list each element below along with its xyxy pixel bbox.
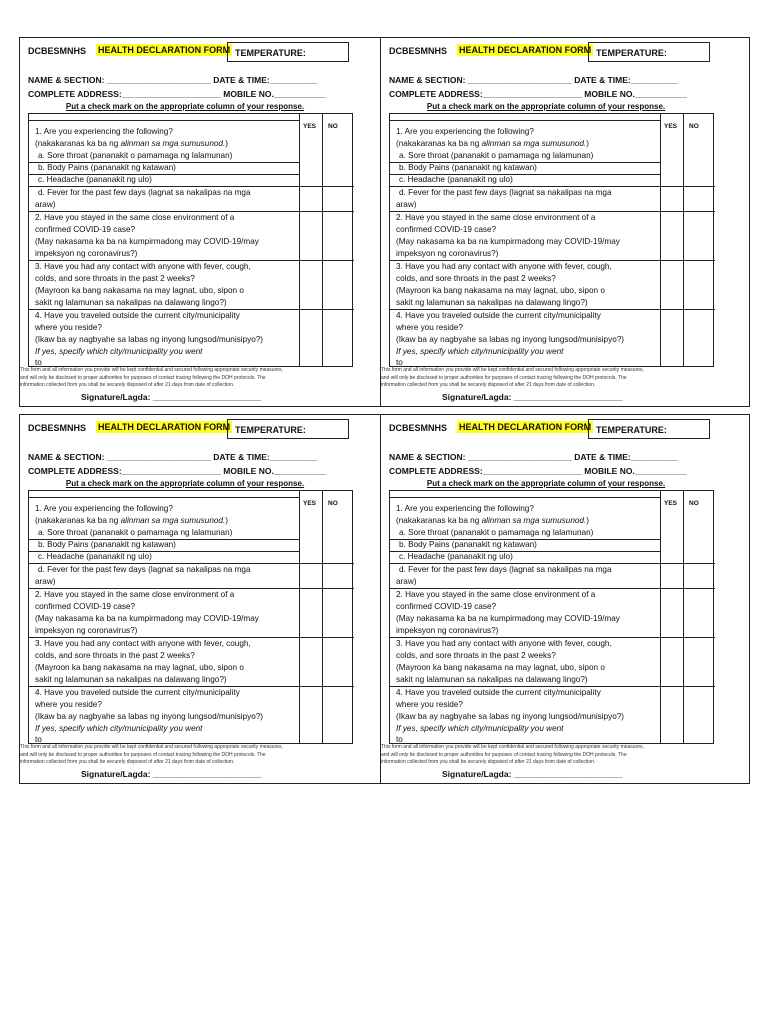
column-divider	[299, 491, 300, 743]
question-2-text: confirmed COVID-19 case?	[396, 602, 497, 611]
no-column-header: NO	[328, 500, 338, 507]
health-declaration-card	[380, 37, 750, 407]
question-2-tagalog: impeksyon ng coronavirus?)	[35, 626, 138, 635]
signature-line[interactable]: Signature/Lagda: _______________________	[81, 392, 262, 402]
question-2-text: 2. Have you stayed in the same close environment of a	[35, 213, 235, 222]
question-4-text: 4. Have you traveled outside the current city/municipality	[396, 311, 601, 320]
name-date-line[interactable]: NAME & SECTION: ______________________ DATE & TIME:__________	[389, 452, 678, 462]
question-2-tagalog: impeksyon ng coronavirus?)	[396, 249, 499, 258]
no-column-header: NO	[328, 123, 338, 130]
name-date-line[interactable]: NAME & SECTION: ______________________ DATE & TIME:__________	[28, 452, 317, 462]
yes-column-header: YES	[664, 500, 678, 507]
question-2-text: 2. Have you stayed in the same close environment of a	[396, 590, 596, 599]
school-code: DCBESMNHS	[389, 46, 448, 56]
question-3-tagalog: (Mayroon ka bang nakasama na may lagnat, ubo, sipon o	[35, 663, 244, 672]
question-3-text: 3. Have you had any contact with anyone with fever, cough,	[396, 262, 612, 271]
temperature-field[interactable]: TEMPERATURE:	[588, 419, 710, 439]
question-3-tagalog: (Mayroon ka bang nakasama na may lagnat, ubo, sipon o	[396, 286, 605, 295]
question-4-text: where you reside?	[35, 700, 102, 709]
question-4-city-blank[interactable]: to______________________________	[35, 735, 179, 744]
question-1b-text: b. Body Pains (pananakit ng katawan)	[38, 163, 176, 172]
question-1d-text: d. Fever for the past few days (lagnat sa nakalipas na mga	[38, 188, 251, 197]
question-table	[389, 490, 714, 744]
form-title: HEALTH DECLARATION FORM	[459, 45, 592, 55]
instruction-text: Put a check mark on the appropriate column of your response.	[426, 102, 666, 111]
column-divider	[683, 491, 684, 743]
question-1-tagalog	[35, 515, 228, 527]
question-table	[28, 490, 353, 744]
health-declaration-card	[380, 414, 750, 784]
question-1d-text: araw)	[35, 200, 56, 209]
question-4-city-blank[interactable]: to______________________________	[396, 735, 540, 744]
health-declaration-card	[19, 414, 389, 784]
privacy-note-line: information collected from you shall be securely disposed of after 21 days from date of collection.	[20, 759, 235, 765]
question-1b-text: b. Body Pains (pananakit ng katawan)	[399, 163, 537, 172]
question-2-tagalog: (May nakasama ka ba na kumpirmadong may COVID-19/may	[35, 614, 259, 623]
question-4-tagalog: (Ikaw ba ay nagbyahe sa labas ng inyong lungsod/munisipyo?)	[396, 335, 625, 344]
question-3-text: colds, and sore throats in the past 2 weeks?	[396, 651, 556, 660]
name-date-line[interactable]: NAME & SECTION: ______________________ DATE & TIME:__________	[28, 75, 317, 85]
question-2-tagalog: (May nakasama ka ba na kumpirmadong may COVID-19/may	[396, 237, 620, 246]
tagalog-text: (nakakaranas ka ba ng	[396, 139, 482, 148]
question-4-text: where you reside?	[396, 700, 463, 709]
question-4-text: 4. Have you traveled outside the current city/municipality	[35, 311, 240, 320]
instruction-text: Put a check mark on the appropriate column of your response.	[65, 479, 305, 488]
question-1d-text: araw)	[396, 200, 417, 209]
no-column-header: NO	[689, 123, 699, 130]
tagalog-text: )	[586, 516, 589, 525]
address-mobile-line[interactable]: COMPLETE ADDRESS:_____________________ MOBILE NO.___________	[28, 89, 326, 99]
school-code: DCBESMNHS	[28, 46, 87, 56]
question-1d-text: araw)	[35, 577, 56, 586]
temperature-field[interactable]: TEMPERATURE:	[227, 419, 349, 439]
question-1d-text: d. Fever for the past few days (lagnat sa nakalipas na mga	[399, 565, 612, 574]
question-4-city-blank[interactable]: to______________________________	[35, 358, 179, 367]
question-3-text: 3. Have you had any contact with anyone with fever, cough,	[396, 639, 612, 648]
temperature-field[interactable]: TEMPERATURE:	[588, 42, 710, 62]
yes-column-header: YES	[303, 123, 317, 130]
question-1c-text: c. Headache (pananakit ng ulo)	[38, 552, 152, 561]
question-3-text: colds, and sore throats in the past 2 weeks?	[35, 274, 195, 283]
privacy-note-line: and will only be disclosed to proper authorities for purposes of contact tracing following the DOH protocols. The	[381, 751, 627, 758]
question-1a-text: a. Sore throat (pananakit o pamamaga ng lalamunan)	[399, 151, 594, 160]
form-title: HEALTH DECLARATION FORM	[98, 422, 231, 432]
privacy-note-line: and will only be disclosed to proper authorities for purposes of contact tracing following the DOH protocols. The	[20, 751, 266, 758]
privacy-note-line: and will only be disclosed to proper authorities for purposes of contact tracing following the DOH protocols. The	[381, 374, 627, 381]
question-3-tagalog: sakit ng lalamunan sa nakalipas na dalawang lingo?)	[35, 298, 227, 307]
question-3-tagalog: sakit ng lalamunan sa nakalipas na dalawang lingo?)	[396, 675, 588, 684]
question-1a-text: a. Sore throat (pananakit o pamamaga ng lalamunan)	[38, 151, 233, 160]
signature-line[interactable]: Signature/Lagda: _______________________	[81, 769, 262, 779]
question-4-city-blank[interactable]: to______________________________	[396, 358, 540, 367]
privacy-note	[20, 367, 380, 390]
yes-column-header: YES	[664, 123, 678, 130]
column-divider	[660, 491, 661, 743]
question-4-text: 4. Have you traveled outside the current city/municipality	[35, 688, 240, 697]
tagalog-italic-text: alinman sa mga sumusunod.	[120, 516, 226, 525]
signature-line[interactable]: Signature/Lagda: _______________________	[442, 392, 623, 402]
health-declaration-card	[19, 37, 389, 407]
tagalog-text: (nakakaranas ka ba ng	[35, 516, 121, 525]
form-title: HEALTH DECLARATION FORM	[98, 45, 231, 55]
column-divider	[322, 491, 323, 743]
question-1a-text: a. Sore throat (pananakit o pamamaga ng lalamunan)	[399, 528, 594, 537]
name-date-line[interactable]: NAME & SECTION: ______________________ DATE & TIME:__________	[389, 75, 678, 85]
privacy-note-line: information collected from you shall be securely disposed of after 21 days from date of collection.	[381, 382, 596, 388]
question-1-text: 1. Are you experiencing the following?	[396, 127, 534, 136]
row-divider	[29, 120, 299, 121]
question-3-text: 3. Have you had any contact with anyone with fever, cough,	[35, 262, 251, 271]
question-1-text: 1. Are you experiencing the following?	[35, 504, 173, 513]
question-1-tagalog	[396, 138, 589, 150]
question-4-tagalog: (Ikaw ba ay nagbyahe sa labas ng inyong lungsod/munisipyo?)	[35, 335, 264, 344]
question-1-tagalog	[35, 138, 228, 150]
question-4-specify: If yes, specify which city/municipality you went	[35, 347, 203, 356]
question-3-text: colds, and sore throats in the past 2 weeks?	[35, 651, 195, 660]
school-code: DCBESMNHS	[389, 423, 448, 433]
temperature-field[interactable]: TEMPERATURE:	[227, 42, 349, 62]
privacy-note	[381, 744, 741, 767]
question-4-text: 4. Have you traveled outside the current city/municipality	[396, 688, 601, 697]
question-1a-text: a. Sore throat (pananakit o pamamaga ng lalamunan)	[38, 528, 233, 537]
instruction-text: Put a check mark on the appropriate column of your response.	[426, 479, 666, 488]
signature-line[interactable]: Signature/Lagda: _______________________	[442, 769, 623, 779]
question-3-tagalog: (Mayroon ka bang nakasama na may lagnat, ubo, sipon o	[396, 663, 605, 672]
row-divider	[390, 120, 660, 121]
tagalog-text: )	[225, 139, 228, 148]
privacy-note	[20, 744, 380, 767]
question-2-text: 2. Have you stayed in the same close environment of a	[396, 213, 596, 222]
tagalog-text: )	[225, 516, 228, 525]
tagalog-italic-text: alinman sa mga sumusunod.	[481, 139, 587, 148]
question-1d-text: d. Fever for the past few days (lagnat sa nakalipas na mga	[38, 565, 251, 574]
question-1-tagalog	[396, 515, 589, 527]
address-mobile-line[interactable]: COMPLETE ADDRESS:_____________________ MOBILE NO.___________	[389, 466, 687, 476]
question-1-text: 1. Are you experiencing the following?	[35, 127, 173, 136]
privacy-note-line: and will only be disclosed to proper authorities for purposes of contact tracing following the DOH protocols. The	[20, 374, 266, 381]
row-divider	[29, 497, 299, 498]
question-3-text: colds, and sore throats in the past 2 weeks?	[396, 274, 556, 283]
tagalog-text: )	[586, 139, 589, 148]
privacy-note-line: This form and all information you provide will be kept confidential and secured following appropriate security measures,	[381, 744, 644, 750]
privacy-note-line: This form and all information you provide will be kept confidential and secured following appropriate security measures,	[20, 744, 283, 750]
privacy-note-line: information collected from you shall be securely disposed of after 21 days from date of collection.	[20, 382, 235, 388]
column-divider	[660, 114, 661, 366]
question-2-tagalog: impeksyon ng coronavirus?)	[396, 626, 499, 635]
question-4-text: where you reside?	[35, 323, 102, 332]
instruction-text: Put a check mark on the appropriate column of your response.	[65, 102, 305, 111]
tagalog-italic-text: alinman sa mga sumusunod.	[120, 139, 226, 148]
question-1b-text: b. Body Pains (pananakit ng katawan)	[399, 540, 537, 549]
question-1c-text: c. Headache (pananakit ng ulo)	[38, 175, 152, 184]
address-mobile-line[interactable]: COMPLETE ADDRESS:_____________________ MOBILE NO.___________	[389, 89, 687, 99]
privacy-note-line: This form and all information you provide will be kept confidential and secured following appropriate security measures,	[381, 367, 644, 373]
question-3-tagalog: (Mayroon ka bang nakasama na may lagnat, ubo, sipon o	[35, 286, 244, 295]
question-1d-text: d. Fever for the past few days (lagnat sa nakalipas na mga	[399, 188, 612, 197]
question-1b-text: b. Body Pains (pananakit ng katawan)	[38, 540, 176, 549]
privacy-note	[381, 367, 741, 390]
column-divider	[322, 114, 323, 366]
question-2-text: confirmed COVID-19 case?	[35, 602, 136, 611]
question-4-specify: If yes, specify which city/municipality you went	[35, 724, 203, 733]
question-2-text: 2. Have you stayed in the same close environment of a	[35, 590, 235, 599]
question-table	[389, 113, 714, 367]
question-3-tagalog: sakit ng lalamunan sa nakalipas na dalawang lingo?)	[396, 298, 588, 307]
row-divider	[390, 497, 660, 498]
question-table	[28, 113, 353, 367]
question-3-text: 3. Have you had any contact with anyone with fever, cough,	[35, 639, 251, 648]
question-1-text: 1. Are you experiencing the following?	[396, 504, 534, 513]
question-2-tagalog: (May nakasama ka ba na kumpirmadong may COVID-19/may	[396, 614, 620, 623]
question-2-tagalog: (May nakasama ka ba na kumpirmadong may COVID-19/may	[35, 237, 259, 246]
question-4-text: where you reside?	[396, 323, 463, 332]
privacy-note-line: This form and all information you provide will be kept confidential and secured following appropriate security measures,	[20, 367, 283, 373]
school-code: DCBESMNHS	[28, 423, 87, 433]
form-title: HEALTH DECLARATION FORM	[459, 422, 592, 432]
question-1c-text: c. Headache (pananakit ng ulo)	[399, 175, 513, 184]
question-1c-text: c. Headache (pananakit ng ulo)	[399, 552, 513, 561]
question-4-tagalog: (Ikaw ba ay nagbyahe sa labas ng inyong lungsod/munisipyo?)	[35, 712, 264, 721]
address-mobile-line[interactable]: COMPLETE ADDRESS:_____________________ MOBILE NO.___________	[28, 466, 326, 476]
privacy-note-line: information collected from you shall be securely disposed of after 21 days from date of collection.	[381, 759, 596, 765]
no-column-header: NO	[689, 500, 699, 507]
column-divider	[683, 114, 684, 366]
tagalog-text: (nakakaranas ka ba ng	[396, 516, 482, 525]
question-2-tagalog: impeksyon ng coronavirus?)	[35, 249, 138, 258]
question-2-text: confirmed COVID-19 case?	[35, 225, 136, 234]
question-2-text: confirmed COVID-19 case?	[396, 225, 497, 234]
tagalog-text: (nakakaranas ka ba ng	[35, 139, 121, 148]
tagalog-italic-text: alinman sa mga sumusunod.	[481, 516, 587, 525]
question-1d-text: araw)	[396, 577, 417, 586]
question-4-specify: If yes, specify which city/municipality you went	[396, 724, 564, 733]
question-4-tagalog: (Ikaw ba ay nagbyahe sa labas ng inyong lungsod/munisipyo?)	[396, 712, 625, 721]
column-divider	[299, 114, 300, 366]
yes-column-header: YES	[303, 500, 317, 507]
question-3-tagalog: sakit ng lalamunan sa nakalipas na dalawang lingo?)	[35, 675, 227, 684]
question-4-specify: If yes, specify which city/municipality you went	[396, 347, 564, 356]
